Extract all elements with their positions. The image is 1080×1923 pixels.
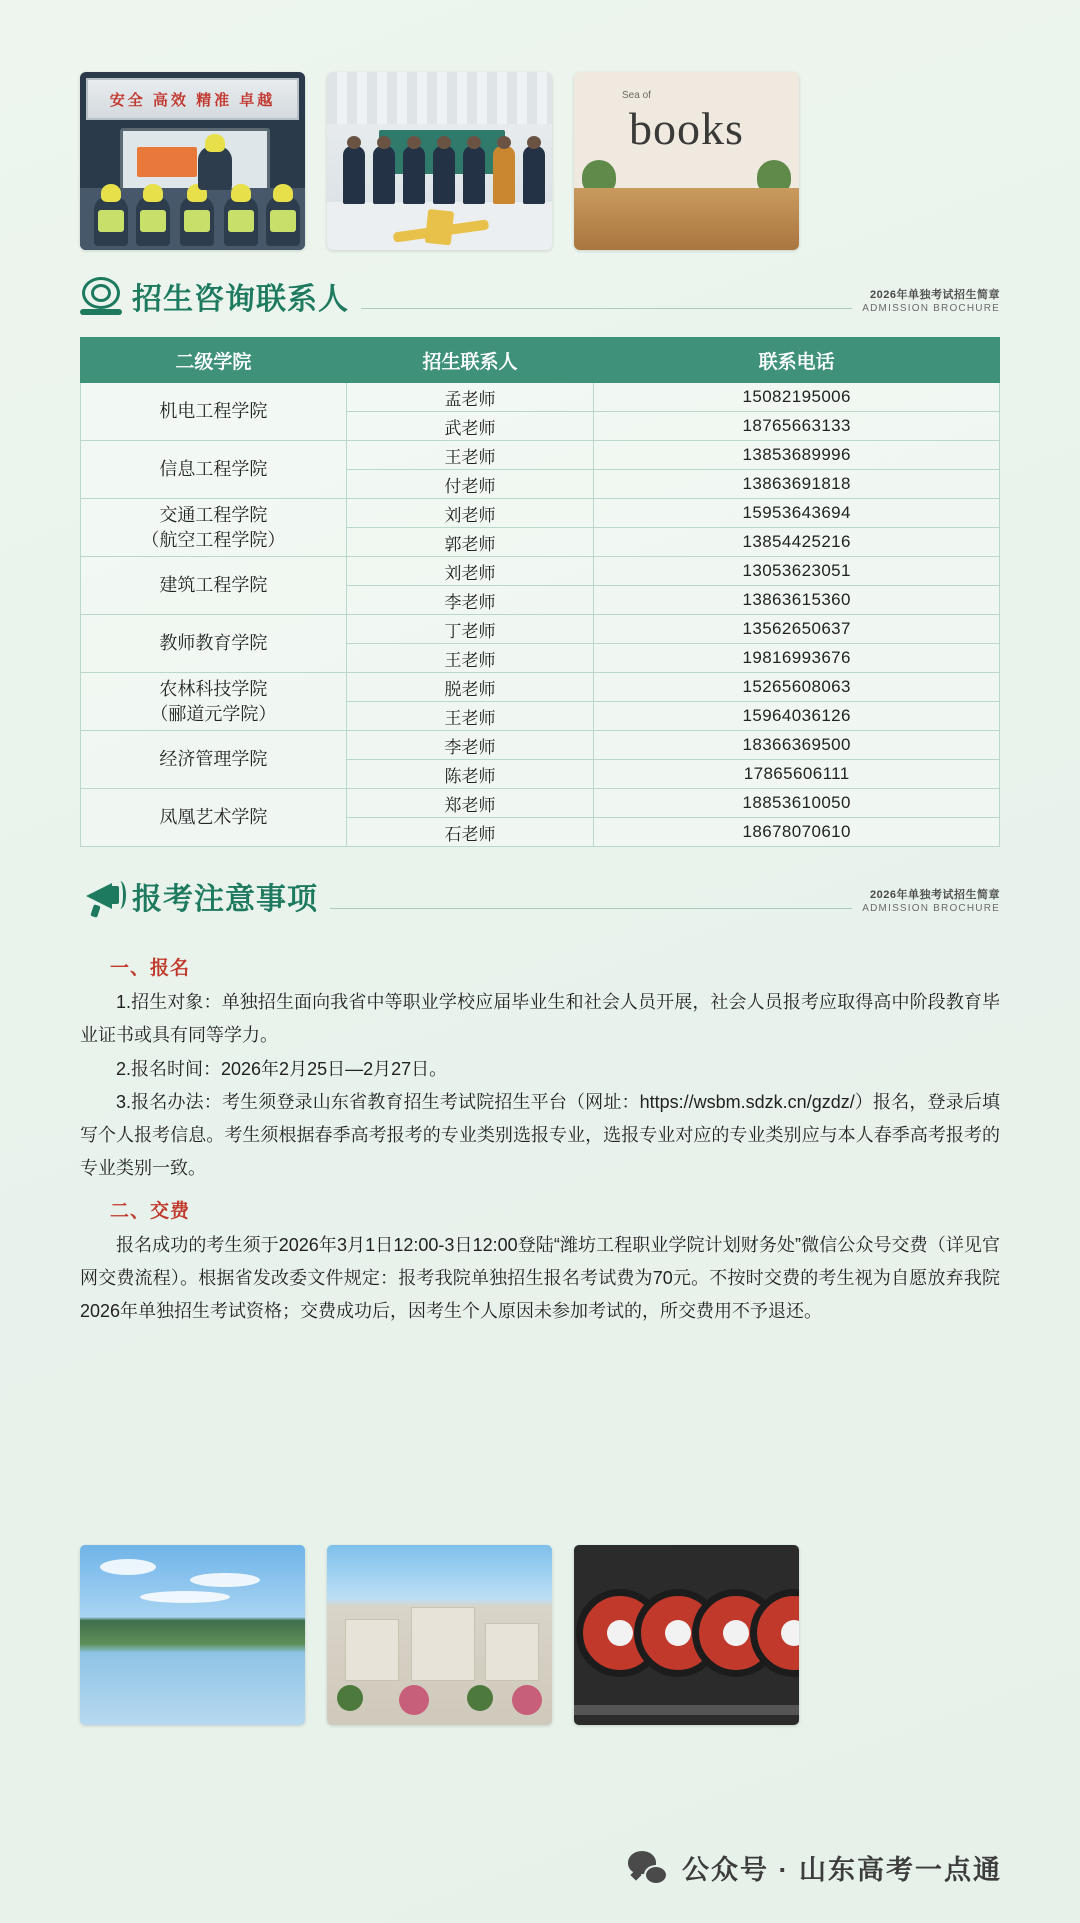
table-row xyxy=(81,789,1000,818)
contact-phone-cell: 18853610050 xyxy=(594,789,1000,818)
contact-name-cell: 石老师 xyxy=(346,818,594,847)
classroom-person xyxy=(224,196,258,246)
college-name-cell: 教师教育学院 xyxy=(81,615,347,673)
contacts-table xyxy=(80,337,1000,847)
contact-name-cell: 武老师 xyxy=(346,412,594,441)
contact-name-cell: 刘老师 xyxy=(346,557,594,586)
table-row xyxy=(81,441,1000,470)
badge-cn-text: 2026年单独考试招生简章 xyxy=(870,288,1000,301)
contact-phone-cell: 13863615360 xyxy=(594,586,1000,615)
note-heading: 一、报名 xyxy=(110,958,191,979)
badge-en-text: ADMISSION BROCHURE xyxy=(862,302,1000,314)
hall-ceiling xyxy=(327,72,552,124)
header-divider xyxy=(361,308,852,309)
contact-name-cell: 王老师 xyxy=(346,644,594,673)
wechat-icon xyxy=(628,1851,668,1885)
library-counter-photo xyxy=(574,72,799,250)
note-heading: 二、交费 xyxy=(110,1200,191,1222)
contact-name-cell: 王老师 xyxy=(346,702,594,731)
classroom-person xyxy=(180,196,214,246)
contact-name-cell: 陈老师 xyxy=(346,760,594,789)
note-paragraph: 3.报名办法：考生须登录山东省教育招生考试院招生平台（网址：https://wsbm.sdzk.cn/gzdz/）报名，登录后填写个人报考信息。考生须根据春季高考报考的专业类别选报专业，选报专业对应的专业类别应与本人春季高考报考的专业类别一致。 xyxy=(80,1091,1000,1179)
contact-phone-cell: 19816993676 xyxy=(594,644,1000,673)
hall-person xyxy=(403,146,425,204)
header-divider xyxy=(330,908,852,909)
contact-name-cell: 李老师 xyxy=(346,586,594,615)
contacts-badge xyxy=(862,289,1000,317)
contact-name-cell: 李老师 xyxy=(346,731,594,760)
header-contact: 招生联系人 xyxy=(346,338,594,383)
contact-phone-cell: 18366369500 xyxy=(594,731,1000,760)
river-scenery-photo xyxy=(80,1545,305,1725)
contacts-section-header xyxy=(80,275,1000,317)
badge-cn-text: 2026年单独考试招生简章 xyxy=(870,888,1000,901)
classroom-banner-text: 安全 高效 精准 卓越 xyxy=(86,78,299,120)
footer-account xyxy=(628,1848,1002,1887)
college-name-cell: 农林科技学院 （郦道元学院） xyxy=(81,673,347,731)
notes-section-header xyxy=(80,875,1000,917)
classroom-person xyxy=(266,196,300,246)
table-header-row xyxy=(81,338,1000,383)
contact-name-cell: 郭老师 xyxy=(346,528,594,557)
contact-phone-cell: 15265608063 xyxy=(594,673,1000,702)
contact-phone-cell: 13562650637 xyxy=(594,615,1000,644)
hall-person xyxy=(343,146,365,204)
classroom-person xyxy=(94,196,128,246)
contact-phone-cell: 15964036126 xyxy=(594,702,1000,731)
phone-icon xyxy=(80,275,126,317)
contact-phone-cell: 15953643694 xyxy=(594,499,1000,528)
table-row xyxy=(81,499,1000,528)
contact-name-cell: 丁老师 xyxy=(346,615,594,644)
table-row xyxy=(81,731,1000,760)
contact-name-cell: 刘老师 xyxy=(346,499,594,528)
note-paragraph: 报名成功的考生须于2026年3月1日12:00-3日12:00登陆“潍坊工程职业学院计划财务处”微信公众号交费（详见官网交费流程）。根据省发改委文件规定：报考我院单独招生报名考试费为70元。不按时交费的考生视为自愿放弃我院2026年单独招生考试资格；交费成功后，因考生个人原因未参加考试的，所交费用不予退还。 xyxy=(80,1234,1000,1322)
hall-person xyxy=(523,146,545,204)
exhibition-hall-photo xyxy=(327,72,552,250)
college-name-cell: 经济管理学院 xyxy=(81,731,347,789)
college-name-cell: 凤凰艺术学院 xyxy=(81,789,347,847)
contact-phone-cell: 13853689996 xyxy=(594,441,1000,470)
contact-phone-cell: 13053623051 xyxy=(594,557,1000,586)
contacts-section-title: 招生咨询联系人 xyxy=(132,283,349,316)
table-row xyxy=(81,615,1000,644)
hall-person xyxy=(463,146,485,204)
contact-name-cell: 脱老师 xyxy=(346,673,594,702)
contact-name-cell: 孟老师 xyxy=(346,383,594,412)
contact-name-cell: 王老师 xyxy=(346,441,594,470)
bottom-photo-strip xyxy=(80,1545,1000,1725)
header-phone: 联系电话 xyxy=(594,338,1000,383)
megaphone-icon xyxy=(80,875,126,917)
hall-crowd xyxy=(333,142,546,204)
note-paragraph: 2.报名时间：2026年2月25日—2月27日。 xyxy=(116,1058,448,1079)
contact-phone-cell: 17865606111 xyxy=(594,760,1000,789)
note-paragraph: 1.招生对象：单独招生面向我省中等职业学校应届毕业生和社会人员开展，社会人员报考应取得高中阶段教育毕业证书或具有同等学力。 xyxy=(80,992,1000,1046)
contact-name-cell: 郑老师 xyxy=(346,789,594,818)
library-small-text: Sea of xyxy=(622,90,651,101)
notes-badge xyxy=(862,889,1000,917)
hall-person xyxy=(493,146,515,204)
badge-en-text: ADMISSION BROCHURE xyxy=(862,902,1000,914)
table-row xyxy=(81,383,1000,412)
library-books-word: books xyxy=(629,103,744,154)
top-photo-strip xyxy=(80,72,1000,250)
table-row xyxy=(81,557,1000,586)
contact-phone-cell: 15082195006 xyxy=(594,383,1000,412)
notes-content xyxy=(80,943,1000,1329)
contact-name-cell: 付老师 xyxy=(346,470,594,499)
contact-phone-cell: 13863691818 xyxy=(594,470,1000,499)
campus-aerial-photo xyxy=(327,1545,552,1725)
classroom-presenter xyxy=(198,146,232,190)
contact-phone-cell: 18678070610 xyxy=(594,818,1000,847)
contact-phone-cell: 13854425216 xyxy=(594,528,1000,557)
header-college: 二级学院 xyxy=(81,338,347,383)
contact-phone-cell: 18765663133 xyxy=(594,412,1000,441)
classroom-photo xyxy=(80,72,305,250)
hall-person xyxy=(433,146,455,204)
college-name-cell: 交通工程学院 （航空工程学院） xyxy=(81,499,347,557)
notes-section-title: 报考注意事项 xyxy=(132,883,318,916)
college-name-cell: 机电工程学院 xyxy=(81,383,347,441)
classroom-person xyxy=(136,196,170,246)
table-row xyxy=(81,673,1000,702)
footer-account-text: 公众号 · 山东高考一点通 xyxy=(682,1855,1002,1885)
library-counter-desk xyxy=(574,188,799,250)
hall-person xyxy=(373,146,395,204)
train-wheels-photo xyxy=(574,1545,799,1725)
college-name-cell: 建筑工程学院 xyxy=(81,557,347,615)
college-name-cell: 信息工程学院 xyxy=(81,441,347,499)
